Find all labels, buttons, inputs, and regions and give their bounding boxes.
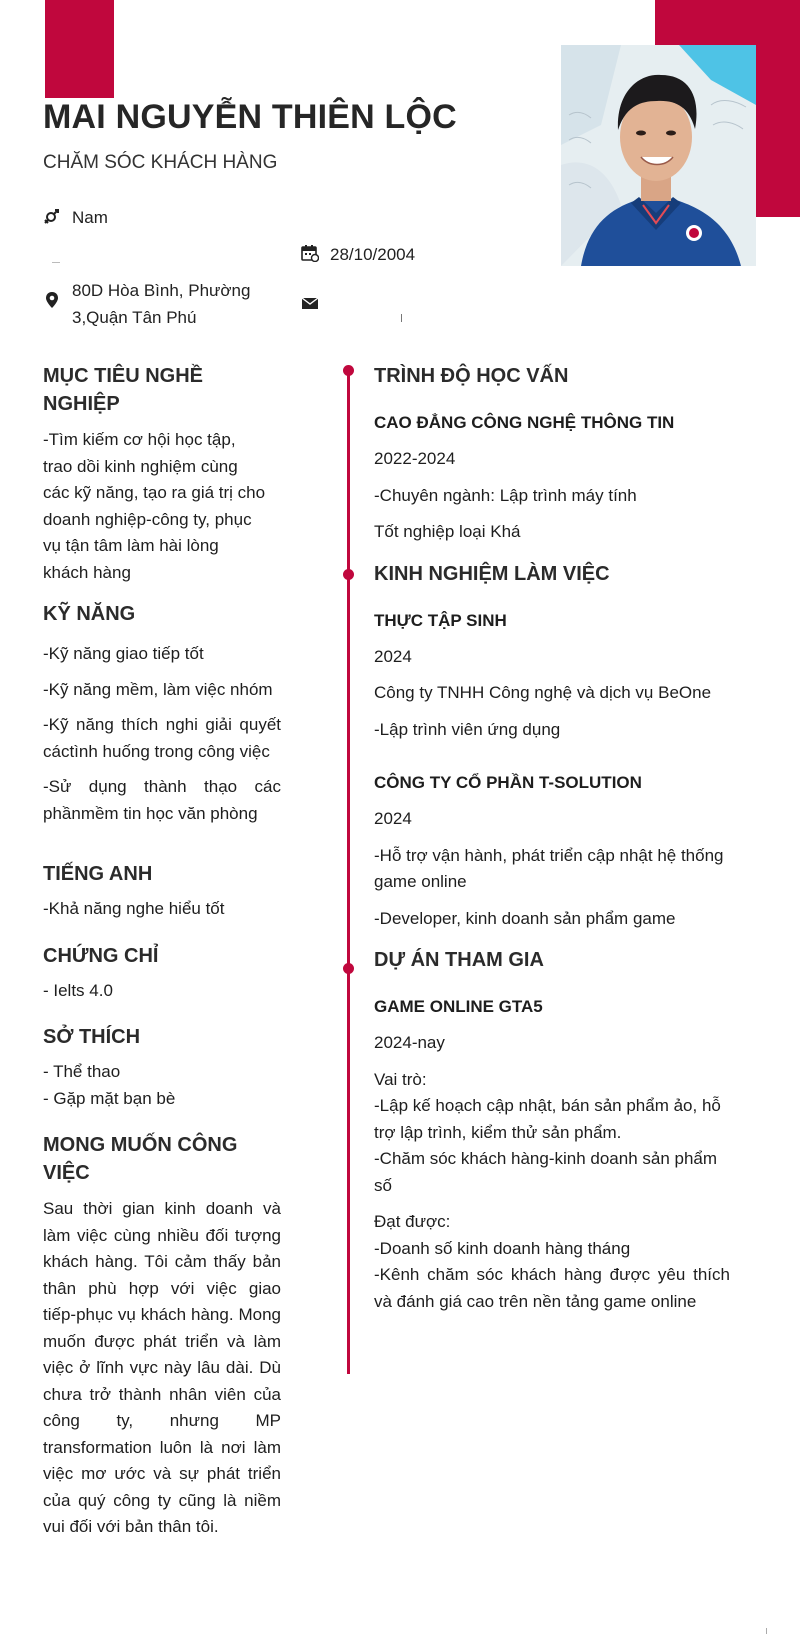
page-mark: [766, 1628, 767, 1634]
job-title: CHĂM SÓC KHÁCH HÀNG: [43, 152, 278, 173]
wish-title: MONG MUỐN CÔNG VIỆC: [43, 1134, 238, 1184]
birthday-value: 28/10/2004: [330, 245, 416, 264]
projects-title: DỰ ÁN THAM GIA: [374, 949, 544, 971]
school-name: CAO ĐẲNG CÔNG NGHỆ THÔNG TIN: [374, 413, 675, 432]
skill-item: -Sử dụng thành thạo các phầnmềm tin học văn phòng: [43, 777, 281, 823]
objective-line: các kỹ năng, tạo ra giá trị cho: [43, 483, 266, 502]
job-entry: [374, 770, 730, 932]
education-grade: Tốt nghiệp loại Khá: [374, 522, 521, 541]
timeline-dot-projects: [343, 963, 354, 974]
location-pin-icon: [43, 291, 61, 309]
objective-title: MỤC TIÊU NGHỀ NGHIỆP: [43, 365, 203, 415]
address-line-1: 80D Hòa Bình, Phường: [72, 281, 251, 300]
experience-section: [374, 560, 730, 933]
address-line-2: 3,Quận Tân Phú: [72, 308, 197, 327]
gender-icon: [43, 207, 61, 225]
hobby-item: - Gặp mặt bạn bè: [43, 1088, 176, 1108]
education-years: 2022-2024: [374, 449, 456, 468]
projects-section: [374, 946, 730, 1315]
skill-item: -Kỹ năng thích nghi giải quyết cáctình huống trong công việc: [43, 715, 281, 761]
right-column: [374, 362, 730, 1315]
project-name: GAME ONLINE GTA5: [374, 997, 543, 1016]
english-title: TIẾNG ANH: [43, 863, 153, 885]
certificate-text: - Ielts 4.0: [43, 980, 113, 1000]
job-entry: [374, 608, 730, 744]
job-company: Công ty TNHH Công nghệ và dịch vụ BeOne: [374, 683, 712, 702]
objective-line: doanh nghiệp-công ty, phục: [43, 509, 252, 529]
divider-dash: [52, 262, 60, 263]
hobbies-title: SỞ THÍCH: [43, 1026, 141, 1048]
job-detail: -Developer, kinh doanh sản phẩm game: [374, 908, 676, 928]
left-column: [43, 362, 281, 1541]
hobbies-section: [43, 1023, 281, 1112]
job-position: CÔNG TY CỔ PHẦN T-SOLUTION: [374, 773, 642, 792]
objective-section: [43, 362, 281, 586]
skills-title: KỸ NĂNG: [43, 603, 136, 625]
skill-item: -Kỹ năng giao tiếp tốt: [43, 644, 204, 663]
project-role-item: -Chăm sóc khách hàng-kinh doanh sản phẩm số: [374, 1149, 718, 1195]
education-major: -Chuyên ngành: Lập trình máy tính: [374, 485, 637, 505]
skills-section: [43, 600, 281, 827]
objective-text: [43, 427, 281, 586]
wish-section: [43, 1131, 281, 1541]
objective-line: khách hàng: [43, 562, 131, 582]
gender-value: Nam: [72, 208, 108, 227]
english-text: -Khả năng nghe hiểu tốt: [43, 899, 225, 918]
job-year: 2024: [374, 809, 412, 828]
job-position: THỰC TẬP SINH: [374, 610, 507, 630]
project-achieved-label: Đạt được:: [374, 1212, 451, 1231]
skill-item: -Kỹ năng mềm, làm việc nhóm: [43, 679, 273, 699]
hobby-item: - Thể thao: [43, 1062, 121, 1081]
mail-icon: [301, 294, 319, 312]
project-period: 2024-nay: [374, 1033, 445, 1052]
job-detail: -Hỗ trợ vận hành, phát triển cập nhật hệ thống game online: [374, 845, 724, 891]
wish-text: Sau thời gian kinh doanh và làm việc cùng nhiều đối tượng khách hàng. Tôi cảm thấy bản thân phù hợp với việc giao tiếp-phục vụ khách hàng. Mong muốn được phát triển và làm việc ở lĩnh vực này lâu dài. Dù chưa trở thành nhân viên của công ty, nhưng MP transformation luôn là nơi làm việc mơ ước và sự phát triển của quý công ty cũng là niềm vui đối với bản thân tôi.: [43, 1199, 281, 1536]
project-achievement: -Kênh chăm sóc khách hàng được yêu thích và đánh giá cao trên nền tảng game online: [374, 1265, 730, 1311]
experience-title: KINH NGHIỆM LÀM VIỆC: [374, 562, 610, 585]
project-role-item: -Lập kế hoạch cập nhật, bán sản phẩm ảo, hỗ trợ lập trình, kiểm thử sản phẩm.: [374, 1096, 721, 1142]
project-role-label: Vai trò:: [374, 1069, 427, 1089]
objective-line: trao dồi kinh nghiệm cùng: [43, 456, 238, 476]
certificates-section: [43, 942, 281, 1005]
job-year: 2024: [374, 646, 412, 666]
decor-block-left: [45, 0, 114, 98]
certificates-title: CHỨNG CHỈ: [43, 944, 159, 967]
objective-line: vụ tận tâm làm hài lòng: [43, 536, 219, 555]
timeline-dot-experience: [343, 569, 354, 580]
job-detail: -Lập trình viên ứng dụng: [374, 719, 561, 739]
email-cursor-mark: [401, 314, 402, 322]
candidate-name: MAI NGUYỄN THIÊN LỘC: [43, 98, 457, 136]
calendar-icon: [301, 244, 319, 262]
education-section: [374, 362, 730, 546]
profile-photo: [561, 45, 756, 266]
education-title: TRÌNH ĐỘ HỌC VẤN: [374, 365, 569, 387]
timeline-line: [347, 369, 350, 1374]
timeline-dot-education: [343, 365, 354, 376]
english-section: [43, 860, 281, 923]
objective-line: -Tìm kiếm cơ hội học tập,: [43, 430, 236, 449]
project-achievement: -Doanh số kinh doanh hàng tháng: [374, 1238, 631, 1258]
